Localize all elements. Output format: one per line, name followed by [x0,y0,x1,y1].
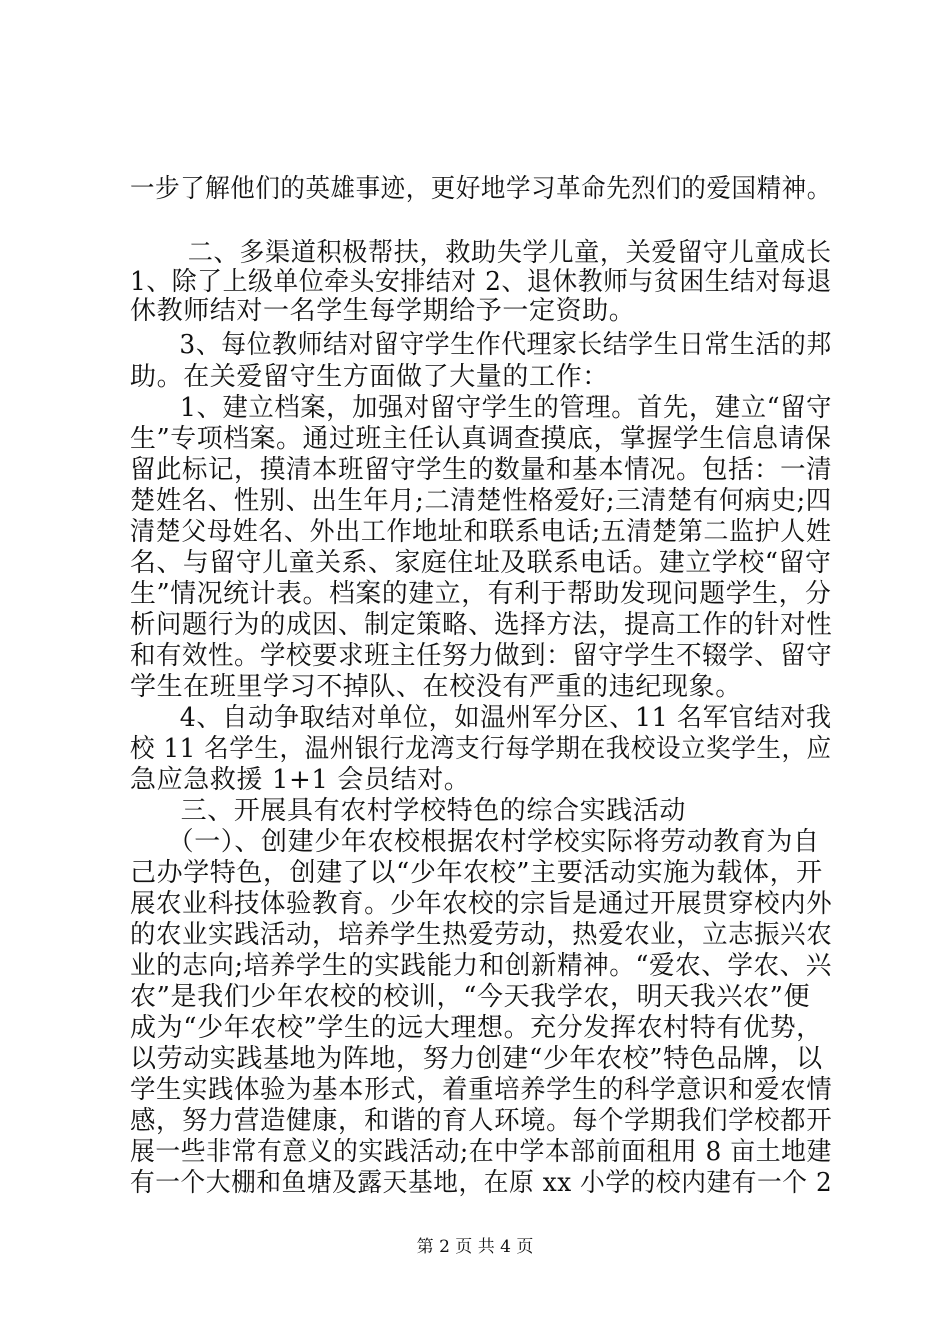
text-line: 析问题行为的成因、制定策略、选择方法，提高工作的针对性 [130,610,833,640]
text-line: 校 11 名学生，温州银行龙湾支行每学期在我校设立奖学生，应 [130,734,832,764]
page-number-footer: 第 2 页 共 4 页 [416,1237,534,1257]
text-line: 和有效性。学校要求班主任努力做到：留守学生不辍学、留守 [130,641,833,671]
text-line: 展农业科技体验教育。少年农校的宗旨是通过开展贯穿校内外 [130,889,833,919]
text-line: 休教师结对一名学生每学期给予一定资助。 [130,296,636,326]
text-line: 以劳动实践基地为阵地，努力创建“少年农校”特色品牌，以 [130,1044,823,1074]
text-line: 4、自动争取结对单位，如温州军分区、11 名军官结对我 [154,703,832,733]
text-line: 一步了解他们的英雄事迹，更好地学习革命先烈们的爱国精神。 [130,174,832,204]
text-line: 学生在班里学习不掉队、在校没有严重的违纪现象。 [130,672,742,702]
text-line: 名、与留守儿童关系、家庭住址及联系电话。建立学校“留守 [130,548,832,578]
text-line: 留此标记，摸清本班留守学生的数量和基本情况。包括：一清 [130,455,833,485]
text-line: 农”是我们少年农校的校训，“今天我学农，明天我兴农”便 [130,982,811,1012]
text-line: 3、每位教师结对留守学生作代理家长结学生日常生活的邦 [154,330,832,360]
text-line: 1、建立档案，加强对留守学生的管理。首先，建立“留守 [154,393,833,423]
text-line: 助。在关爱留守生方面做了大量的工作： [130,362,609,392]
text-line: 业的志向;培养学生的实践能力和创新精神。“爱农、学农、兴 [130,951,832,981]
text-line: 生”专项档案。通过班主任认真调查摸底，掌握学生信息请保 [130,424,832,454]
text-line: 展一些非常有意义的实践活动;在中学本部前面租用 8 亩土地建 [130,1137,832,1167]
text-line: 成为“少年农校”学生的远大理想。充分发挥农村特有优势， [130,1013,823,1043]
text-line: 1、除了上级单位牵头安排结对 2、退休教师与贫困生结对每退 [130,267,832,297]
text-line: 有一个大棚和鱼塘及露天基地，在原 xx 小学的校内建有一个 2 [130,1168,833,1198]
text-line: 的农业实践活动，培养学生热爱劳动，热爱农业，立志振兴农 [130,920,833,950]
section-heading: 三、开展具有农村学校特色的综合实践活动 [154,796,687,826]
text-line: 生”情况统计表。档案的建立，有利于帮助发现问题学生，分 [130,579,832,609]
section-heading: 二、多渠道积极帮扶，救助失学儿童，关爱留守儿童成长 [162,238,832,268]
text-line: 己办学特色，创建了以“少年农校”主要活动实施为载体，开 [130,858,823,888]
text-line: 急应急救援 1+1 会员结对。 [130,765,471,795]
text-line: 楚姓名、性别、出生年月;二清楚性格爱好;三清楚有何病史;四 [130,486,832,516]
text-line: 学生实践体验为基本形式，着重培养学生的科学意识和爱农情 [130,1075,833,1105]
text-line: 感，努力营造健康，和谐的育人环境。每个学期我们学校都开 [130,1106,833,1136]
text-line: 清楚父母姓名、外出工作地址和联系电话;五清楚第二监护人姓 [130,517,832,547]
text-line: （一）、创建少年农校根据农村学校实际将劳动教育为自 [154,827,820,857]
